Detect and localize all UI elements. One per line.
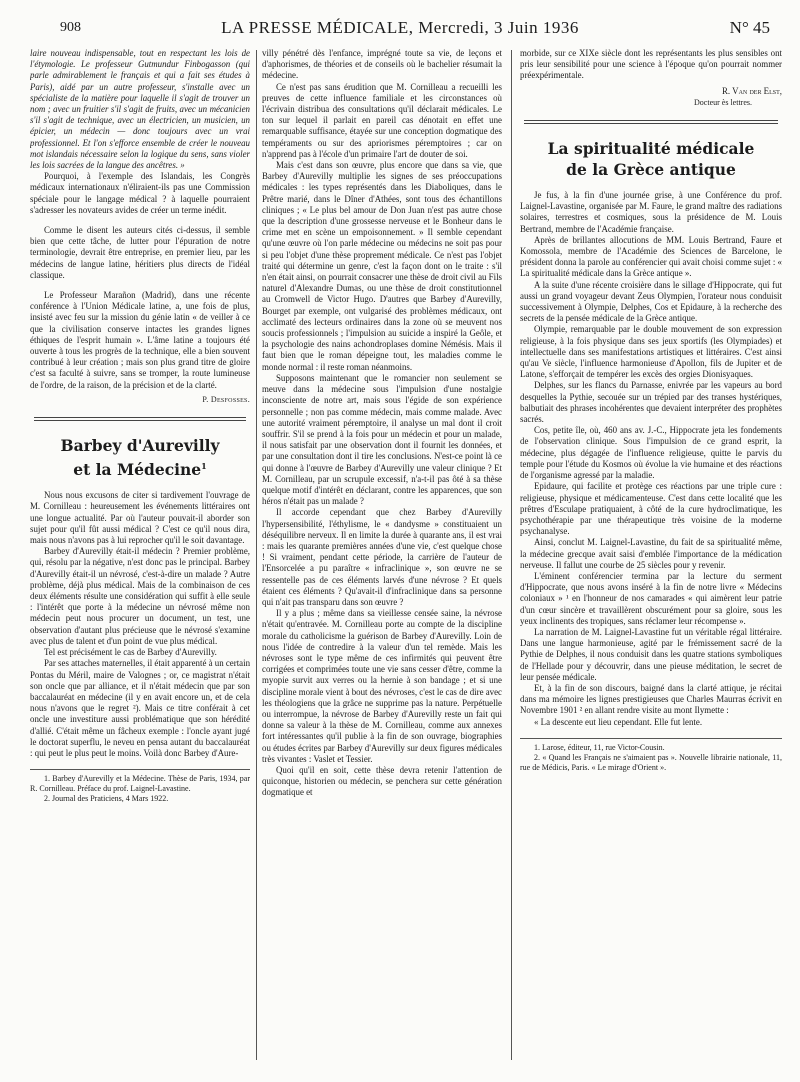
article-paragraph: Nous nous excusons de citer si tardivement l'ouvrage de M. Cornilleau : heureusement les événements littéraires ont une longue actualité. Par où l'auteur pouvait-il aborder son sujet pour qu'il fût aussi médical ? C'est ce qu'il nous dira, mais nous n'avons pas à lui reprocher qu'il le soit davantage. <box>30 490 250 546</box>
column-1 <box>30 48 250 1060</box>
page-number: 908 <box>60 20 81 35</box>
article-title-line: de la Grèce antique <box>566 160 736 180</box>
article-paragraph: « La descente eut lieu cependant. Elle fut lente. <box>534 716 703 727</box>
article-separator <box>34 417 246 421</box>
article-paragraph: Je fus, à la fin d'une journée grise, à une Conférence du prof. Laignel-Lavastine, organisée par M. Faure, le grand maître des radiations solaires, terrestres et cosmiques, sous la présidence de M. Louis Bertrand, membre de l'Académie française. <box>520 190 782 234</box>
article-title-line: Barbey d'Aurevilly <box>60 436 220 456</box>
col1-paragraph: laire nouveau indispensable, tout en respectant les lois de l'étymologie. Le professeur Gutmundur Finbogasson (qui parle admirablement le français et qui a fait ses études à Paris), aidé par un autre professeur, s'installe avec un spécialiste de la matière pour laquelle il s'agit de trouver un nom ; avec un fruitier s'il s'agit de fruits, avec un mécanicien s'il s'agit de technique, avec un électricien, un musicien, un épicier, un médecin — donc toujours avec un vrai professionnel. Et l'on s'efforce ensemble de créer le nouveau mot islandais nécessaire selon la logique du sens, sans violer les lois sacrées de la langue des ancêtres. » <box>30 48 250 171</box>
col2-paragraph: Ce n'est pas sans érudition que M. Cornilleau a recueilli les preuves de cette influence familiale et les circonstances où l'écrivain distribua des consultations qu'il déclarait médicales. Le ton sur lequel il parlait en pareil cas dénotait en effet une remarquable suffisance, étayée sur une conception dogmatique des tempéraments ou sur des apriorismes péremptoires ; car on n'apprend pas à l'école d'un primaire l'art de douter de soi. <box>262 81 502 159</box>
article-paragraph: La narration de M. Laignel-Lavastine fut un véritable régal littéraire. Dans une langue harmonieuse, agité par le frémissement sacré de la Pythie de Delphes, il nous conduisit dans les quatre stations symboliques de l'Hellade pour y découvrir, dans une pieuse méditation, le secret de leur pensée médicale. <box>520 626 782 682</box>
footnote: 2. Journal des Praticiens, 4 Mars 1922. <box>44 794 169 804</box>
article-separator <box>524 120 778 124</box>
footnote: 1. Barbey d'Aurevilly et la Médecine. Thèse de Paris, 1934, par R. Cornilleau. Préface du prof. Laignel-Lavastine. <box>30 774 250 794</box>
article-paragraph: Ainsi, conclut M. Laignel-Lavastine, du fait de sa spiritualité même, la médecine grecque avait saisi d'emblée l'importance de la médication nerveuse. Il fallut une courbe de 25 siècles pour y revenir. <box>520 537 782 570</box>
col3-paragraph: morbide, sur ce XIXe siècle dont les représentants les plus sensibles ont pris leur sensibilité pour une science à l'époque qu'on pourrait nommer préexpérimentale. <box>520 48 782 81</box>
article-paragraph: Et, à la fin de son discours, baigné dans la clarté attique, je récitai dans ma mémoire les lignes prestigieuses que Charles Maurras écrivit en Novembre 1901 ² en allant rendre visite au mont Ilymette : <box>520 682 782 716</box>
publication-title: LA PRESSE MÉDICALE, Mercredi, 3 Juin 1936 <box>221 18 579 37</box>
article-paragraph: Après de brillantes allocutions de MM. Louis Bertrand, Faure et Komossola, membre de l'Académie des Sciences de Barcelone, le président donna la parole au conférencier qui avait choisi comme sujet : « La spiritualité médicale dans la Grèce antique ». <box>520 234 782 279</box>
column-2 <box>262 48 502 1060</box>
article-paragraph: A la suite d'une récente croisière dans le sillage d'Hippocrate, qui fut aussi un grand voyageur devant Zeus Olympien, l'orateur nous conduisit successivement à Olympie, Delphes, Cos et Epidaure, à la recherche des secrets de la pensée médicale de la Grèce antique. <box>520 279 782 324</box>
col2-paragraph: Il y a plus ; même dans sa vieillesse censée saine, la névrose n'était qu'entravée. M. Cornilleau porte au compte de la discipline morale du catholicisme la guérison de Barbey d'Aurevilly. Loin de nous l'idée de contredire à la valeur d'un tel remède. Mais les névroses sont le type même de ces infirmités qui peuvent être corrigées et comprimées toute une vie sans cesser d'être, comme la myopie survit aux verres ou la hernie à son bandage ; et si une discipline morale vient à bout des névroses, c'est le cas de dire avec les théologiens que la grâce ne supprime pas la nature. Perpétuelle ou interrompue, la névrose de Barbey d'Aurevilly reste un fait qui donne sa valeur à la thèse de M. Cornilleau, comme aux annexes fort intéressantes qu'il publie à la fin de son ouvrage, biographies ou études écrites par Barbey d'Aurevilly sur deux figures médicales très vivantes : Vaslet et Tessier. <box>262 608 502 764</box>
article-title-spiritualite <box>520 138 782 180</box>
col3-signature-role: Docteur ès lettres. <box>694 97 752 107</box>
col2-paragraph: villy pénétré dès l'enfance, imprégné toute sa vie, de leçons et d'aphorismes, de théories et de conseils où le bachelier résumait la médecine. <box>262 48 502 81</box>
footnote-rule <box>30 769 250 770</box>
col2-paragraph: Supposons maintenant que le romancier non seulement se meuve dans la médecine sous l'impulsion d'une nostalgie inconsciente de notre art, mais sous l'égide de son expérience personnelle ; non pas comme médecin, mais comme malade. Avec une autorité vraiment péremptoire, il analyse un mal dont il croit souffrir. S'il se prend à la fois pour un médecin et pour un malade, il nous satisfait par une observation dont il fournit les données, et par une consultation dont il tire les conclusions. N'est-ce point là ce qui donne à l'œuvre de Barbey d'Aurevilly une valeur clinique ? Et M. Cornilleau, par un scrupule excessif, n'a-t-il pas ôté à sa thèse quelque motif d'intérêt en déclarant, contre les apparences, que son héros n'était pas un malade ? <box>262 372 502 507</box>
col3-signature: R. Van der Elst, <box>721 85 782 96</box>
col1-signature: P. Desfosses. <box>202 394 250 404</box>
article-paragraph: Tel est précisément le cas de Barbey d'Aurevilly. <box>44 647 217 658</box>
title-footnote-mark: 1 <box>201 461 207 472</box>
footnote: 1. Larose, éditeur, 11, rue Victor-Cousin. <box>534 742 665 752</box>
article-title-barbey <box>30 435 250 480</box>
article-paragraph: Cos, petite île, où, 460 ans av. J.-C., Hippocrate jeta les fondements de l'observation clinique. Sous l'impulsion de ce grand esprit, la médecine, plus dégagée de l'influence religieuse, quitte le parvis du temple pour l'étude du Kosmos où évolue la vie humaine et des réactions de l'organisme agressé par la maladie. <box>520 425 782 481</box>
page-header <box>24 18 776 46</box>
col2-paragraph: Il accorde cependant que chez Barbey d'Aurevilly l'hypersensibilité, l'éthylisme, le « dandysme » constituaient un déséquilibre nerveux. Il en limite la durée à quarante ans, il est vrai : mais les quarante premières années d'une vie, c'est quelque chose ! Si vraiment, pendant cette période, la carrière de l'auteur de l'Ensorcelée a pu paraître « infraclinique », son œuvre ne se ressentelle pas de ces éléments larvés d'une névrose ? Et quels étaient ces éléments ? Qu'avait-il d'infraclinique dans sa personne qui n'ait pas transparu dans son œuvre ? <box>262 507 502 607</box>
article-paragraph: Delphes, sur les flancs du Parnasse, enivrée par les vapeurs au bord desquelles la Pythie, secouée sur un trépied par des transes hystériques, balbutiait des phrases incohérentes que devaient interpréter des prophètes sacrés. <box>520 380 782 425</box>
column-rule <box>511 50 512 1060</box>
column-3 <box>520 48 782 1060</box>
footnote: 2. « Quand les Français ne s'aimaient pas ». Nouvelle librairie nationale, 11, rue de Médicis, Paris. « Le mirage d'Orient ». <box>520 752 782 772</box>
issue-number: N° 45 <box>729 18 770 37</box>
col2-paragraph: Mais c'est dans son œuvre, plus encore que dans sa vie, que Barbey d'Aurevilly multiplie les signes de ses préoccupations médicales : les types représentés dans les Diaboliques, dans le Prêtre marié, dans le Dîner d'Athées, sont tous des échantillons cliniques ; « Le plus bel amour de Don Juan n'est pas autre chose que la description d'une grossesse nerveuse et le Bonheur dans le crime met en scène un empoisonnement. » Il semble cependant qu'une œuvre où l'on parle médecine ou médecins ne soit pas pour si peu l'objet d'une thèse proprement médicale. Ce n'est pas l'objet traité qui détermine un genre, c'est la façon dont on le traite : s'il n'en était ainsi, on pourrait consacrer une thèse de droit civil au Fils naturel d'Alexandre Dumas, ou une thèse de droit constitutionnel au Cromwell de Victor Hugo. D'autres que Barbey d'Aurevilly, Bourget par exemple, ont vulgarisé des problèmes médicaux, ont acclimaté des lecteurs ordinaires dans la zone où se meuvent nos soucis professionnels ; l'impulsion au suicide a inspiré la Geôle, et la psychologie des nains achondroplases domine Némésis. Mais il faut bien que le roman dépeigne tout, les maladies comme le monde normal : il reste roman néanmoins. <box>262 160 502 372</box>
col2-paragraph: Quoi qu'il en soit, cette thèse devra retenir l'attention de quiconque, historien ou médecin, se penchera sur cette génération dogmatique et <box>262 765 502 798</box>
col1-paragraph: Pourquoi, à l'exemple des Islandais, les Congrès médicaux internationaux n'éliraient-ils pas une Commission spéciale pour le langage médical ? à laquelle pourraient s'adresser les novateurs avides de créer un terme inédit. <box>30 171 250 215</box>
article-paragraph: Barbey d'Aurevilly était-il médecin ? Premier problème, qui, résolu par la négative, n'est donc pas le principal. Barbey d'Aurevilly était-il un névrosé, c'est-à-dire un malade ? Autre problème, déjà plus médical. Mais de la combinaison de ces deux éléments résulte une considération qui suffit à elle seule : l'intérêt que porte à la médecine un névrosé même non médecin peut nous procurer un document, un test, une observation d'autant plus précieuse que le névrosé s'examine avec plus de talent et d'un point de vue plus médical. <box>30 546 250 646</box>
article-paragraph: Epidaure, qui facilite et protège ces réactions par une triple cure : religieuse, physique et médicamenteuse. C'est dans cette localité que les prêtres d'Esculape pratiquaient, à côté de la cure hydroclimatique, les psychothérapie par une thérapeutique très voisine de la moderne psychanalyse. <box>520 481 782 537</box>
footnote-rule <box>520 738 782 739</box>
article-title-line: La spiritualité médicale <box>547 139 755 159</box>
article-paragraph: L'éminent conférencier termina par la lecture du serment d'Hippocrate, que nous avons inséré à la fin de notre livre « Médecins coloniaux » ¹ en l'honneur de nos camarades « qui aimèrent leur patrie d'un cœur sincère et travaillèrent obscurément pour sa gloire, sous les yeux inclinents des tropiques, sans réclamer leur récompense ». <box>520 570 782 626</box>
col1-paragraph: Comme le disent les auteurs cités ci-dessus, il semble bien que cette tâche, de lutter pour l'épuration de notre terminologie, devrait être entreprise, en premier lieu, par les médecins de langue latine, héritiers plus directs de l'idéal classique. <box>30 225 250 280</box>
article-title-line: et la Médecine <box>73 460 202 480</box>
col1-paragraph: Le Professeur Marañon (Madrid), dans une récente conférence à l'Union Médicale latine, a, une fois de plus, insisté avec feu sur la mission du génie latin « de veiller à ce que la civilisation conserve intactes les grandes lignes éthiques de l'esprit humain ». L'âme latine a toujours été ouverte à tous les progrès de la technique, elle a bien souvent contribué à leur création ; mais son plus grand titre de gloire c'est sa faculté à suivre, sans se tromper, la route lumineuse de l'ordre, de la raison, de la précision et de la clarté. <box>30 290 250 390</box>
column-rule <box>256 50 257 1060</box>
article-paragraph: Olympie, remarquable par le double mouvement de son expression religieuse, à la fois physique dans ses jeux sportifs (les Olympiades) et intellectuelle dans ses manifestations artistiques et littéraires. C'est ainsi qu'au Ve siècle, l'influence harmonieuse d'Apollon, fils de Jupiter et de Latone, s'efforçait de tempérer les excès des orgies Dionisyaques. <box>520 324 782 380</box>
col3-signature-block <box>520 86 782 108</box>
article-paragraph: Par ses attaches maternelles, il était apparenté à un certain Pontas du Méril, maire de Valognes ; or, ce magistrat n'était son oncle que par alliance, et il n'était médecin que par son baccalauréat en médecine (il y en avait encore un, et de cela nous n'avons que le regret ²). Mais ce titre conférait à cet oncle une investiture aussi problématique que son hérédité d'allié. C'était même un fâcheux exemple : l'oncle ayant jugé le doctorat superflu, le neveu en pensa autant du baccalauréat : qui peut le plus peut le moins. Voilà donc Barbey d'Aure- <box>30 658 250 758</box>
